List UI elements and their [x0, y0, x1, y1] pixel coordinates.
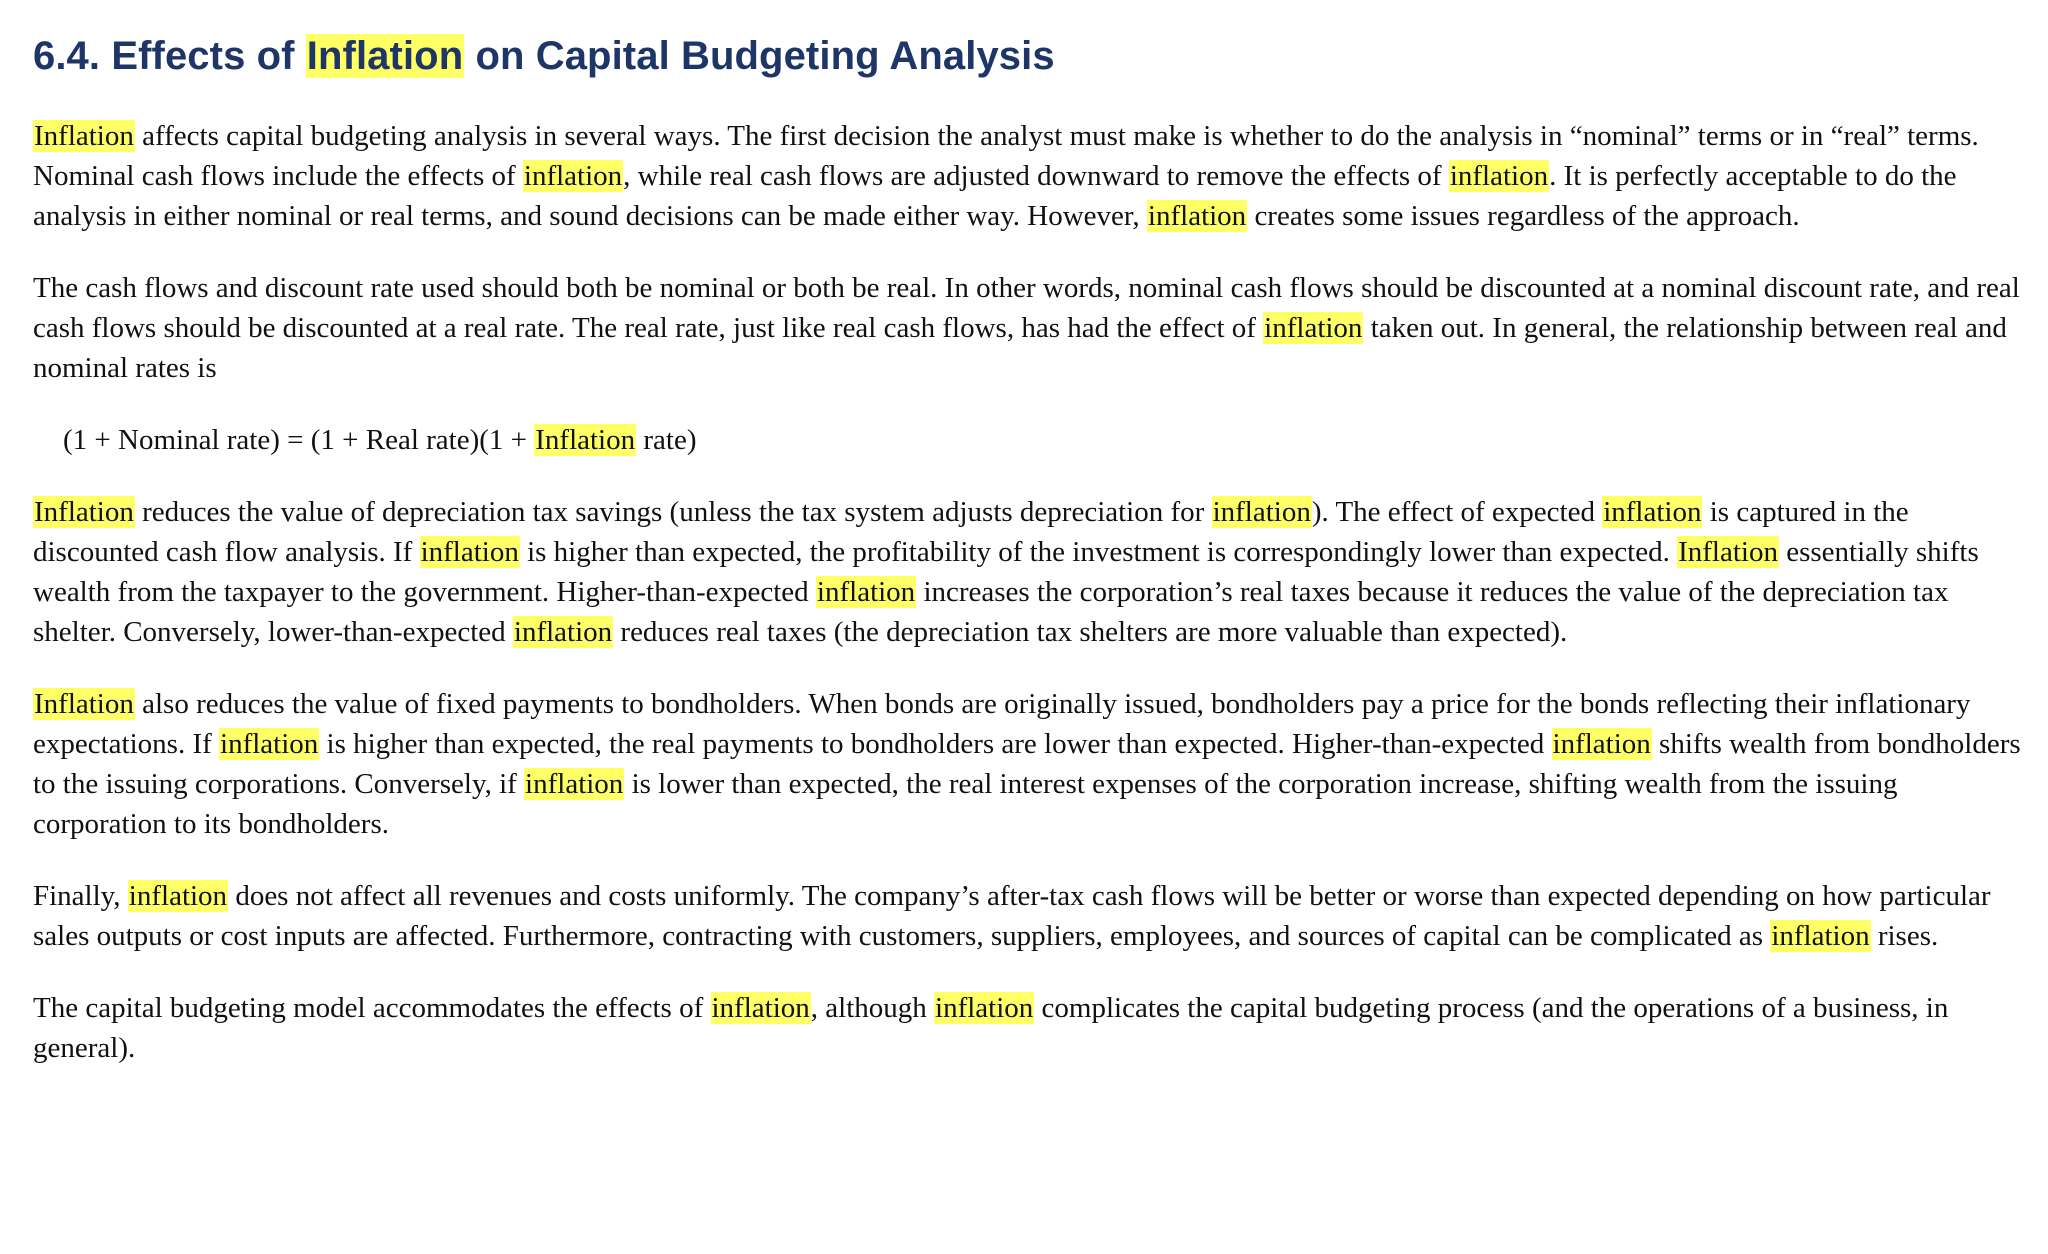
page-title [33, 32, 2023, 80]
highlighted-term: inflation [1212, 496, 1311, 528]
text-run: . It is perfectly acceptable to do the analysis in either nominal or real terms, and sound decisions can be made either way. However, [33, 160, 1957, 232]
text-run: Finally, [33, 880, 128, 912]
text-run: is higher than expected, the profitability of the investment is correspondingly lower than expected. [519, 536, 1678, 568]
text-run: increases the corporation’s real taxes because it reduces the value of the depreciation tax shelter. Conversely, lower-than-expected [33, 576, 1949, 648]
highlighted-term: inflation [935, 992, 1034, 1024]
highlighted-term: Inflation [1678, 536, 1778, 568]
text-run: complicates the capital budgeting process (and the operations of a business, in general). [33, 992, 1949, 1064]
document-page [33, 0, 2023, 1068]
text-run: affects capital budgeting analysis in several ways. The first decision the analyst must make is whether to do the analysis in “nominal” terms or in “real” terms. Nominal cash flows include the effects of [33, 120, 1979, 192]
highlighted-term: Inflation [306, 34, 464, 78]
paragraph [33, 116, 2023, 236]
highlighted-term: inflation [220, 728, 319, 760]
highlighted-term: inflation [1552, 728, 1651, 760]
highlighted-term: inflation [513, 616, 613, 648]
text-run: reduces real taxes (the depreciation tax shelters are more valuable than expected). [613, 616, 1568, 648]
paragraph [33, 492, 2023, 652]
highlighted-term: inflation [525, 768, 624, 800]
text-run: 6.4. Effects of [33, 34, 306, 78]
text-run: (1 + Nominal rate) = (1 + Real rate)(1 + [63, 424, 535, 456]
text-run: taken out. In general, the relationship between real and nominal rates is [33, 312, 2007, 384]
paragraph [33, 684, 2023, 844]
paragraph [33, 876, 2023, 956]
text-run: reduces the value of depreciation tax savings (unless the tax system adjusts depreciation for [134, 496, 1212, 528]
highlighted-term: Inflation [34, 688, 134, 720]
paragraph [33, 988, 2023, 1068]
highlighted-term: inflation [1147, 200, 1247, 232]
text-run: ). The effect of expected [1311, 496, 1603, 528]
text-run: is lower than expected, the real interest expenses of the corporation increase, shifting wealth from the issuing corporation to its bondholders. [33, 768, 1898, 840]
highlighted-term: inflation [816, 576, 916, 608]
text-run: , while real cash flows are adjusted downward to remove the effects of [623, 160, 1449, 192]
highlighted-term: inflation [128, 880, 228, 912]
paragraph [33, 268, 2023, 388]
highlighted-term: inflation [1603, 496, 1702, 528]
highlighted-term: inflation [711, 992, 810, 1024]
text-run: creates some issues regardless of the approach. [1247, 200, 1800, 232]
highlighted-term: Inflation [535, 424, 636, 456]
highlighted-term: Inflation [34, 496, 134, 528]
text-run: is higher than expected, the real payments to bondholders are lower than expected. Higher-than-expected [319, 728, 1552, 760]
equation [63, 420, 2023, 460]
text-run: essentially shifts wealth from the taxpayer to the government. Higher-than-expected [33, 536, 1979, 608]
highlighted-term: inflation [1264, 312, 1363, 344]
text-run: The capital budgeting model accommodates the effects of [33, 992, 711, 1024]
text-run: rate) [636, 424, 697, 456]
highlighted-term: inflation [523, 160, 623, 192]
document-body [33, 116, 2023, 1068]
highlighted-term: inflation [420, 536, 519, 568]
text-run: The cash flows and discount rate used should both be nominal or both be real. In other words, nominal cash flows should be discounted at a nominal discount rate, and real cash flows should be discounted at a real rate. The real rate, just like real cash flows, has had the effect of [33, 272, 2020, 344]
highlighted-term: inflation [1449, 160, 1549, 192]
text-run: , although [810, 992, 935, 1024]
text-run: shifts wealth from bondholders to the issuing corporations. Conversely, if [33, 728, 2021, 800]
highlighted-term: inflation [1771, 920, 1870, 952]
text-run: on Capital Budgeting Analysis [464, 34, 1055, 78]
text-run: is captured in the discounted cash flow analysis. If [33, 496, 1909, 568]
highlighted-term: Inflation [34, 120, 134, 152]
text-run: rises. [1870, 920, 1939, 952]
text-run: also reduces the value of fixed payments to bondholders. When bonds are originally issued, bondholders pay a price for the bonds reflecting their inflationary expectations. If [33, 688, 1971, 760]
text-run: does not affect all revenues and costs uniformly. The company’s after-tax cash flows will be better or worse than expected depending on how particular sales outputs or cost inputs are affected. Furthermore, contracting with customers, suppliers, employees, and sources of capital can be complicated as [33, 880, 1991, 952]
